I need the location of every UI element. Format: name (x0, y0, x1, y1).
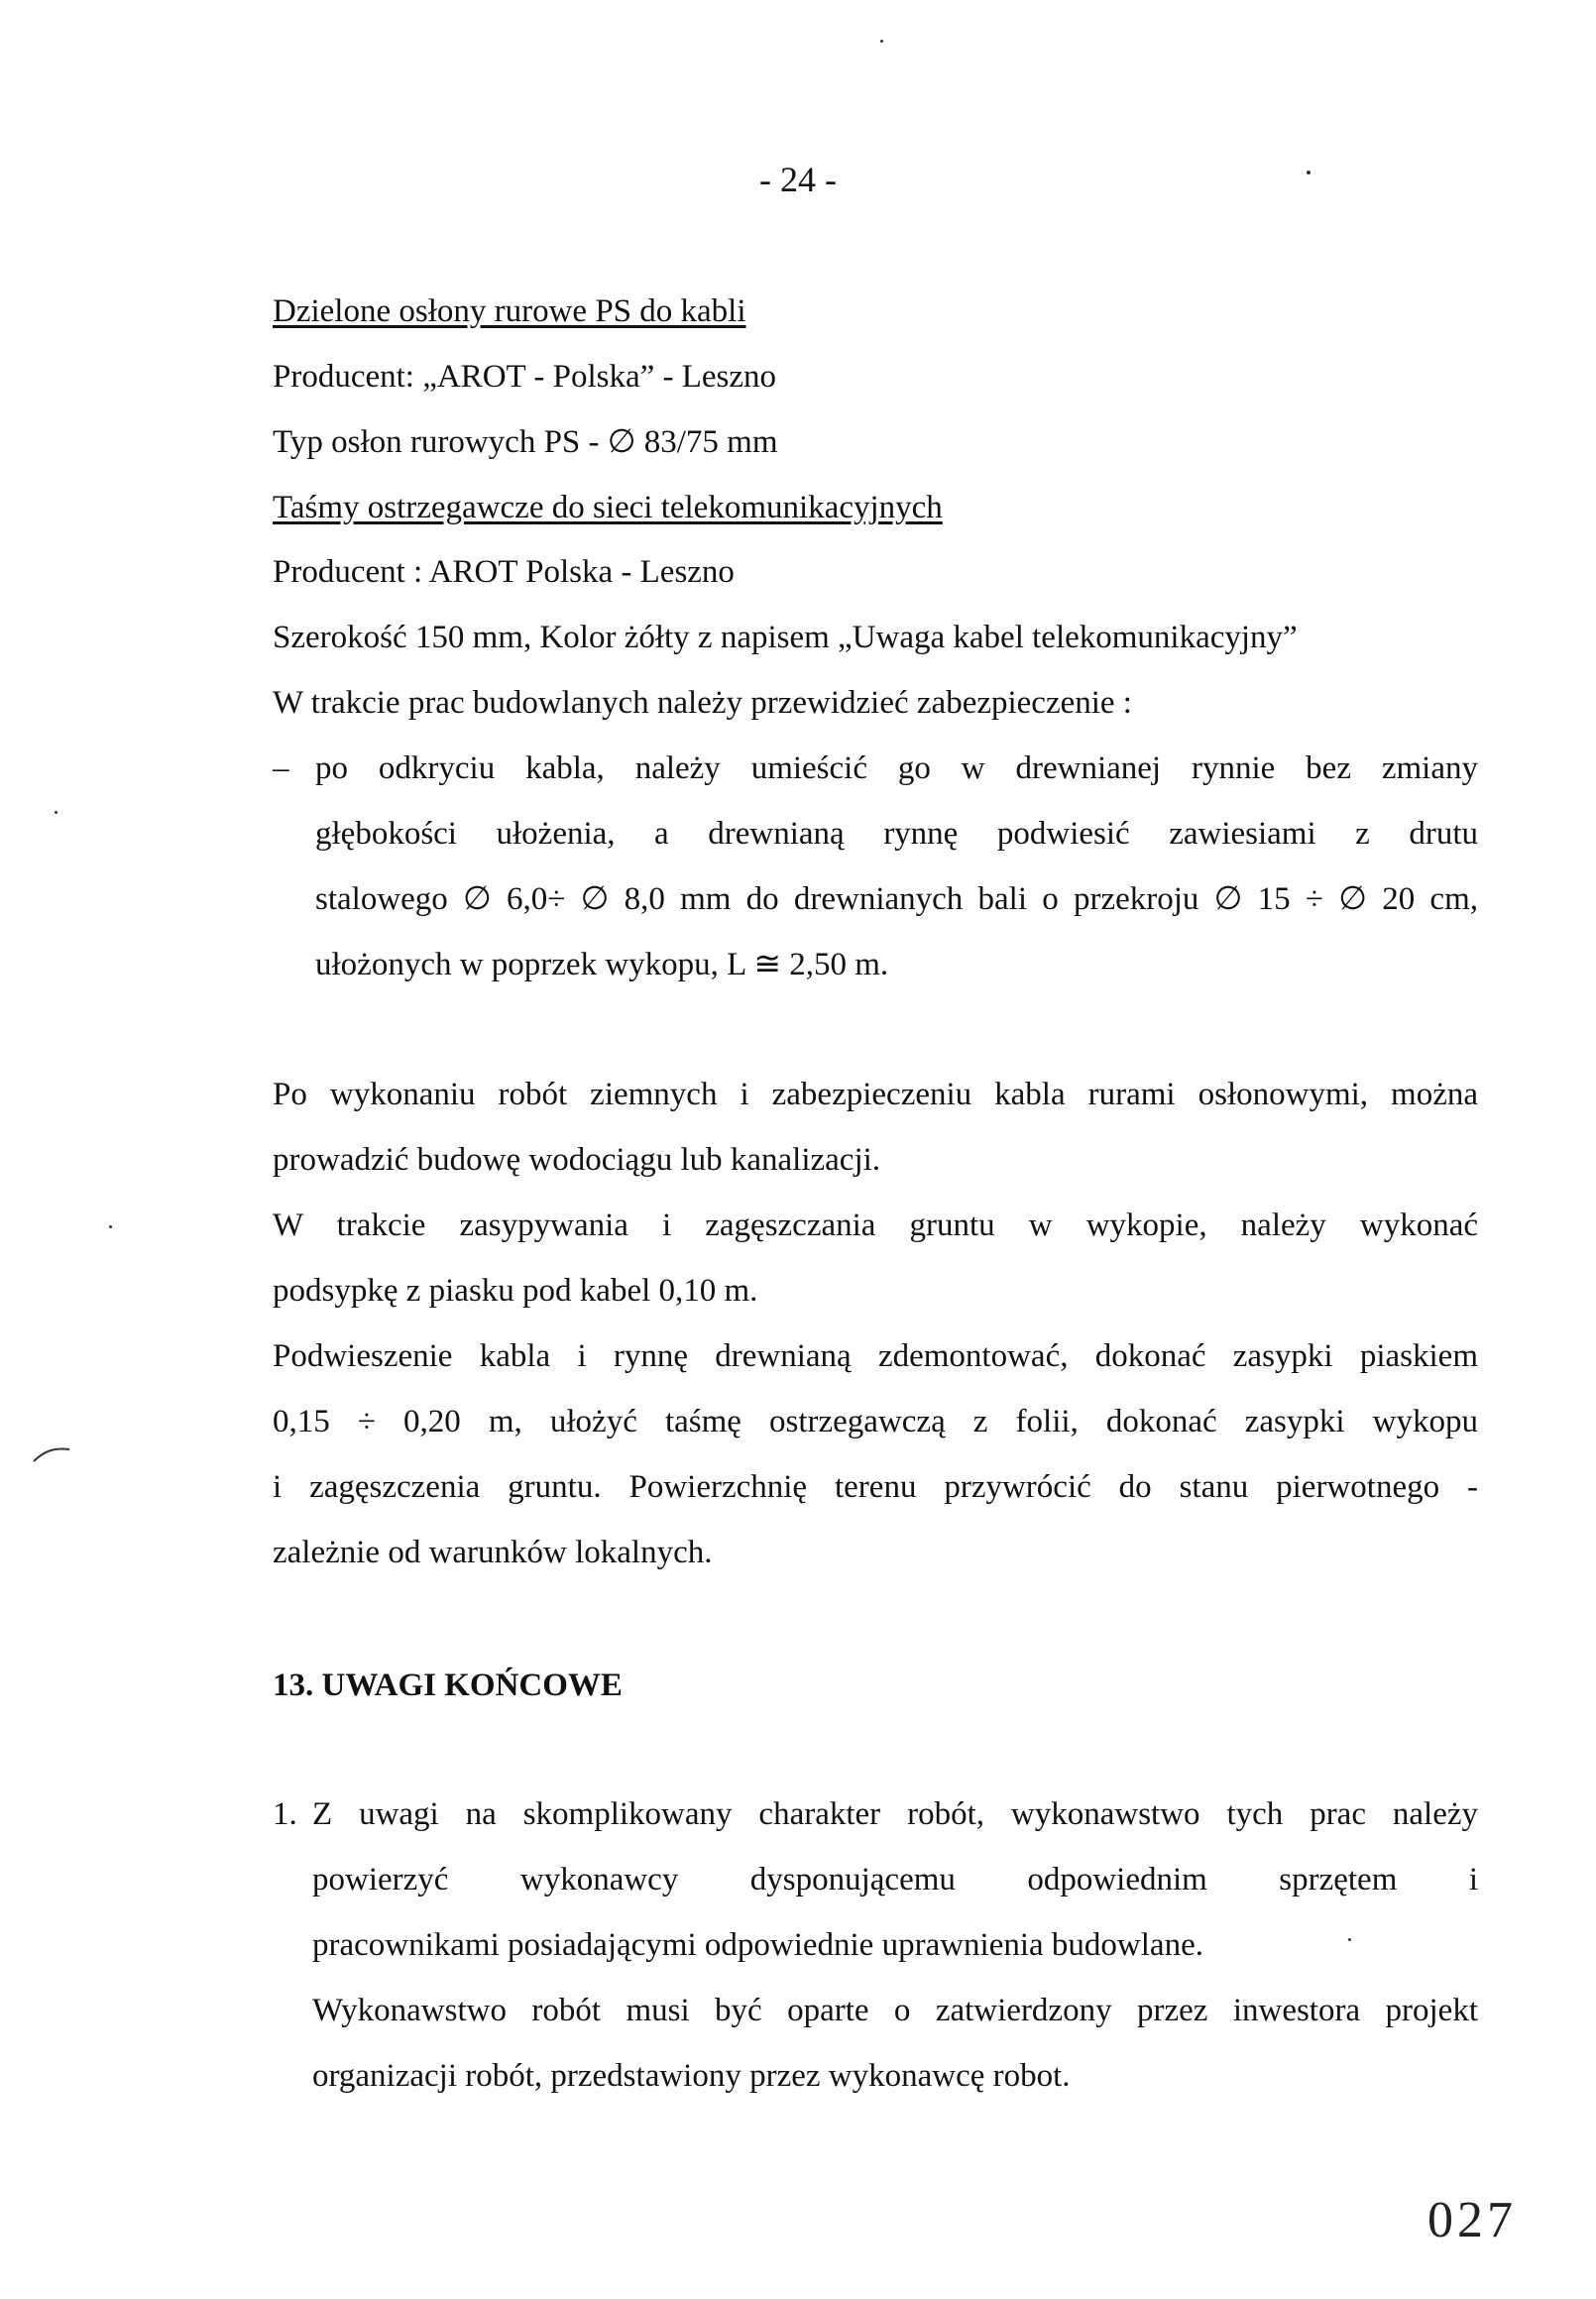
bullet-text-line: stalowego ∅ 6,0÷ ∅ 8,0 mm do drewnianych bali o przekroju ∅ 15 ÷ ∅ 20 cm, (315, 881, 1478, 917)
text-line: Typ osłon rurowych PS - ∅ 83/75 mm (273, 424, 778, 460)
scan-speck (109, 1225, 112, 1228)
subheading-pipe-covers: Dzielone osłony rurowe PS do kabli (273, 293, 746, 329)
paragraph-line: podsypkę z piasku pod kabel 0,10 m. (273, 1273, 758, 1309)
text-line: W trakcie prac budowlanych należy przewidzieć zabezpieczenie : (273, 685, 1132, 721)
subheading-warning-tapes: Taśmy ostrzegawcze do sieci telekomunikacyjnych (273, 490, 943, 525)
page-number: - 24 - (759, 160, 837, 199)
paragraph-line: W trakcie zasypywania i zagęszczania gruntu w wykopie, należy wykonać (273, 1207, 1478, 1243)
bullet-text-line: ułożonych w poprzek wykopu, L ≅ 2,50 m. (315, 947, 889, 982)
section-heading: 13. UWAGI KOŃCOWE (273, 1667, 623, 1703)
page-stamp-number: 027 (1427, 2192, 1517, 2248)
list-item-line: pracownikami posiadającymi odpowiednie uprawnienia budowlane. (312, 1927, 1203, 1963)
scan-speck (1348, 1938, 1351, 1941)
list-item-line: organizacji robót, przedstawiony przez wykonawcę robot. (312, 2058, 1071, 2094)
paragraph-line: i zagęszczenia gruntu. Powierzchnię terenu przywrócić do stanu pierwotnego - (273, 1469, 1478, 1505)
bullet-text-line: po odkryciu kabla, należy umieścić go w drewnianej rynnie bez zmiany (315, 750, 1478, 786)
bullet-dash: – (273, 750, 289, 786)
text-line: Szerokość 150 mm, Kolor żółty z napisem „Uwaga kabel telekomunikacyjny” (273, 620, 1298, 655)
list-item-number: 1. (273, 1796, 297, 1832)
scan-mark (32, 1445, 71, 1463)
paragraph-line: prowadzić budowę wodociągu lub kanalizacji. (273, 1142, 881, 1178)
scan-speck (1307, 171, 1311, 174)
text-line: Producent: „AROT - Polska” - Leszno (273, 359, 777, 395)
paragraph-line: Po wykonaniu robót ziemnych i zabezpieczeniu kabla rurami osłonowymi, można (273, 1077, 1478, 1112)
list-item-line: Z uwagi na skomplikowany charakter robót, wykonawstwo tych prac należy (312, 1796, 1478, 1832)
list-item-line: Wykonawstwo robót musi być oparte o zatwierdzony przez inwestora projekt (312, 1993, 1478, 2028)
text-line: Producent : AROT Polska - Leszno (273, 554, 735, 590)
paragraph-line: 0,15 ÷ 0,20 m, ułożyć taśmę ostrzegawczą z folii, dokonać zasypki wykopu (273, 1404, 1478, 1439)
bullet-text-line: głębokości ułożenia, a drewnianą rynnę podwiesić zawiesiami z drutu (315, 816, 1478, 852)
paragraph-line: Podwieszenie kabla i rynnę drewnianą zdemontować, dokonać zasypki piaskiem (273, 1338, 1478, 1374)
scan-speck (880, 40, 883, 43)
scan-speck (55, 811, 57, 814)
list-item-line: powierzyć wykonawcy dysponującemu odpowiednim sprzętem i (312, 1862, 1478, 1897)
paragraph-line: zależnie od warunków lokalnych. (273, 1535, 713, 1570)
